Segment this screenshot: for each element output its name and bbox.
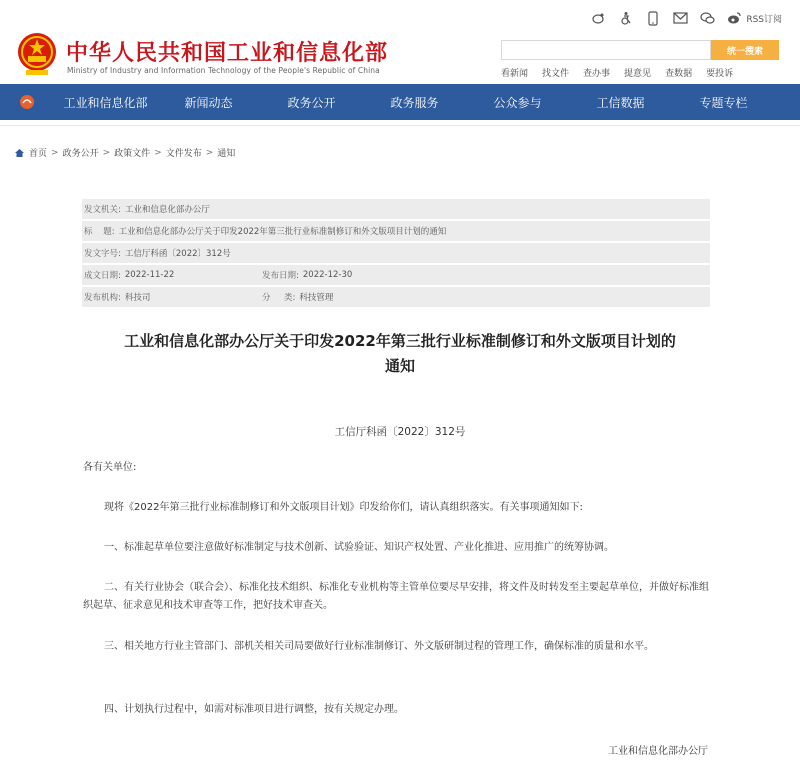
meta-org-value: 科技司 [124, 293, 151, 303]
meta-issuer-value: 工业和信息化部办公厅 [124, 205, 210, 215]
site-subtitle: Ministry of Industry and Information Technology of the People's Republic of China [67, 66, 380, 75]
breadcrumb-notice[interactable]: 通知 [217, 149, 236, 159]
nav-item-news[interactable]: 新闻动态 [184, 95, 233, 110]
document-paragraph-3: 二、有关行业协会（联合会）、标准化技术组织、标准化专业机构等主管单位要尽早安排，将文件及时转发至主要起草单位，并做好标准组织起草、征求意见和技术审查等工作，把好技术审查关。 [83, 582, 709, 611]
meta-published-value: 2022-12-30 [302, 270, 353, 280]
main-nav [0, 84, 800, 120]
meta-row-doc-number [82, 243, 710, 265]
document-title [82, 329, 718, 379]
meta-created-value: 2022-11-22 [124, 270, 175, 280]
document-paragraph-5: 四、计划执行过程中，如需对标准项目进行调整，按有关规定办理。 [104, 704, 404, 715]
breadcrumb-separator: > [154, 147, 162, 158]
document-paragraph-2: 一、标准起草单位要注意做好标准制定与技术创新、试验验证、知识产权处置、产业化推进、应用推广的统筹协调。 [104, 542, 614, 553]
document-salutation: 各有关单位: [83, 462, 137, 473]
quick-link-services[interactable]: 查办事 [583, 69, 611, 79]
mobile-icon[interactable] [644, 9, 662, 27]
quick-link-complaints[interactable]: 要投诉 [706, 69, 734, 79]
quick-link-files[interactable]: 找文件 [542, 69, 570, 79]
quick-link-news[interactable]: 看新闻 [501, 69, 529, 79]
meta-org-label: 发布机构: [84, 293, 121, 303]
meta-doc-number-value: 工信厅科函〔2022〕312号 [124, 249, 231, 259]
meta-row-dates [82, 265, 710, 287]
breadcrumb [14, 146, 235, 159]
breadcrumb-separator: > [51, 147, 59, 158]
meta-title-label: 标 题: [84, 227, 115, 237]
meta-published-label: 发布日期: [262, 271, 299, 281]
site-header [0, 0, 800, 84]
nav-item-ministry[interactable]: 工业和信息化部 [63, 95, 148, 110]
top-utility-icons [590, 9, 782, 27]
document-signature: 工业和信息化部办公厅 [608, 746, 708, 757]
document-title-line-1: 工业和信息化部办公厅关于印发2022年第三批行业标准制修订和外文版项目计划的 [124, 332, 676, 350]
mail-icon[interactable] [671, 9, 689, 27]
quick-link-feedback[interactable]: 提意见 [624, 69, 652, 79]
meta-category-label: 分 类: [262, 293, 296, 303]
nav-item-services[interactable]: 政务服务 [390, 95, 439, 110]
breadcrumb-separator: > [102, 147, 111, 158]
nav-item-government-affairs[interactable]: 政务公开 [287, 95, 336, 110]
breadcrumb-government[interactable]: 政务公开 [62, 149, 99, 159]
meta-doc-number-label: 发文字号: [84, 249, 121, 259]
document-paragraph-4: 三、相关地方行业主管部门、部机关相关司局要做好行业标准制修订、外文版研制过程的管理工作，确保标准的质量和水平。 [104, 641, 654, 652]
quick-links [501, 66, 733, 79]
nav-item-public-participation[interactable]: 公众参与 [493, 95, 542, 110]
weibo-logo-icon[interactable] [725, 9, 743, 27]
quick-link-data[interactable]: 查数据 [665, 69, 693, 79]
meta-category-value: 科技管理 [299, 293, 334, 303]
document-metadata-table [82, 199, 710, 309]
document-paragraph-1: 现将《2022年第三批行业标准制修订和外文版项目计划》印发给你们，请认真组织落实。有关事项通知如下: [104, 502, 583, 513]
breadcrumb-policy-files[interactable]: 政策文件 [114, 149, 151, 159]
site-title[interactable]: 中华人民共和国工业和信息化部 [66, 40, 389, 66]
document-title-line-2: 通知 [384, 357, 415, 375]
search-button[interactable]: 统一搜索 [711, 40, 779, 60]
meta-row-issuer [82, 199, 710, 221]
national-emblem-icon[interactable] [16, 32, 58, 78]
rss-link[interactable]: RSS订阅 [746, 14, 782, 25]
nav-item-data[interactable]: 工信数据 [596, 95, 645, 110]
meta-created-label: 成文日期: [84, 271, 121, 281]
nav-item-topics[interactable]: 专题专栏 [699, 95, 748, 110]
meta-title-value: 工业和信息化部办公厅关于印发2022年第三批行业标准制修订和外文版项目计划的通知 [118, 227, 447, 237]
accessibility-icon[interactable] [617, 9, 635, 27]
breadcrumb-home[interactable]: 首页 [29, 149, 48, 159]
document-number: 工信厅科函〔2022〕312号 [334, 426, 466, 438]
meta-issuer-label: 发文机关: [84, 205, 121, 215]
meta-row-title [82, 221, 710, 243]
home-icon [14, 148, 25, 158]
nav-home-icon[interactable] [0, 84, 54, 120]
breadcrumb-file-release[interactable]: 文件发布 [165, 149, 202, 159]
wechat-icon[interactable] [698, 9, 716, 27]
meta-row-org [82, 287, 710, 309]
nav-divider [0, 125, 800, 126]
breadcrumb-separator: > [205, 147, 214, 158]
weibo-icon[interactable] [590, 9, 608, 27]
search-input[interactable] [501, 40, 711, 60]
